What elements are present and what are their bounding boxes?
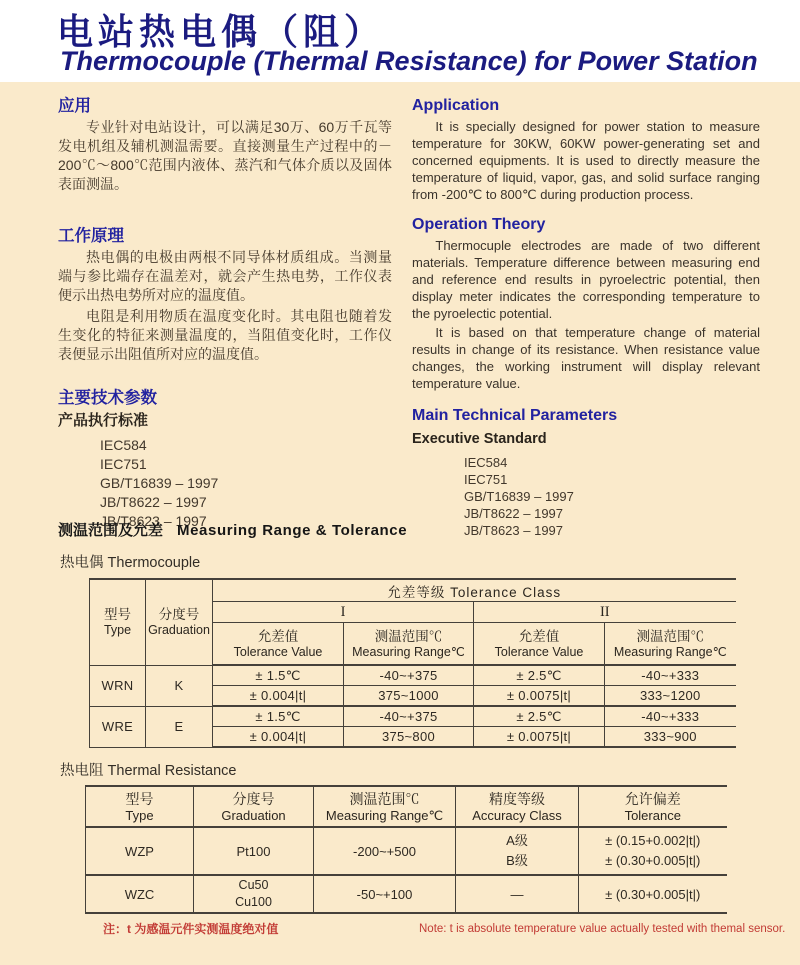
cell-value: 333~1200 [605, 686, 736, 707]
header-tolerance-value-1: 允差值 Tolerance Value [213, 623, 344, 666]
application-heading-en: Application [412, 97, 500, 114]
standard-item: GB/T16839 – 1997 [464, 489, 574, 504]
cell-accuracy: — [456, 875, 579, 913]
cell-value: 375~1000 [344, 686, 474, 707]
thermal-resistance-table-label: 热电阻 Thermal Resistance [60, 763, 237, 779]
cell-type: WZC [86, 875, 194, 913]
cell-value: ± 2.5℃ [474, 665, 605, 686]
header-measuring-range-1: 测温范围℃ Measuring Range℃ [344, 623, 474, 666]
page-title-english: Thermocouple (Thermal Resistance) for Power Station [60, 46, 758, 76]
cell-tolerance: ± (0.30+0.005|t|) [579, 875, 727, 913]
application-heading-cn: 应用 [58, 97, 91, 115]
cell-value: ± 0.004|t| [213, 727, 344, 748]
main-parameters-heading-cn: 主要技术参数 [58, 389, 157, 407]
header-measuring-range: 测温范围℃ Measuring Range℃ [314, 786, 456, 827]
cell-type: WRN [90, 665, 146, 706]
cell-value: ± 0.0075|t| [474, 686, 605, 707]
header-type: 型号 Type [86, 786, 194, 827]
application-body-en: It is specially designed for power station to measure temperature for 30KW, 60KW power-generating set and concerned equipments. It is used to directly measure the temperature of liquid, vapor, gas, and solid surface ranging from -200℃ to 800℃ during production process. [412, 119, 760, 202]
cell-graduation: Pt100 [194, 827, 314, 875]
cell-type: WZP [86, 827, 194, 875]
cell-type: WRE [90, 706, 146, 747]
executive-standard-heading-en: Executive Standard [412, 431, 547, 447]
thermal-resistance-table [85, 785, 727, 914]
header-accuracy-class: 精度等级 Accuracy Class [456, 786, 579, 827]
section-title-en: Measuring Range & Tolerance [177, 522, 408, 539]
measuring-section-title [58, 519, 407, 540]
cell-value: ± 1.5℃ [213, 706, 344, 727]
main-parameters-heading-en: Main Technical Parameters [412, 407, 618, 424]
cell-accuracy: A级 B级 [456, 827, 579, 875]
cell-value: -40~+333 [605, 706, 736, 727]
operation-theory-p1-en: Thermocuple electrodes are made of two different materials. Temperature difference between measuring end and reference end results in pyroelectric potential, then display meter indicates the corresponding temperature to the pyroelectic potential. [412, 238, 760, 321]
executive-standard-heading-cn: 产品执行标准 [58, 412, 149, 429]
standard-item: JB/T8623 – 1997 [100, 513, 207, 529]
standard-item: IEC584 [100, 437, 147, 453]
table-row [86, 827, 727, 875]
standard-item: IEC751 [100, 456, 147, 472]
standard-item: JB/T8622 – 1997 [464, 506, 564, 521]
header-class-1: I [213, 602, 474, 623]
standard-item: JB/T8623 – 1997 [464, 523, 564, 538]
thermocouple-table-label: 热电偶 Thermocouple [60, 555, 201, 571]
cell-value: 375~800 [344, 727, 474, 748]
page-title-chinese: 电站热电偶（阻） [57, 11, 386, 52]
operation-theory-p1-cn: 热电偶的电极由两根不同导体材质组成。当测量端与参比端存在温差对，就会产生热电势，工作仪表便示出热电势所对应的温度值。 [58, 249, 392, 303]
header-graduation: 分度号 Graduation [194, 786, 314, 827]
table-row [86, 875, 727, 913]
header-type: 型号 Type [90, 579, 146, 665]
header-tolerance-class: 允差等级 Tolerance Class [213, 579, 736, 602]
operation-theory-p2-cn: 电阻是利用物质在温度变化时。其电阻也随着发生变化的特征来测量温度的，当阻值变化时，工作仪表便显示出阻值所对应的温度值。 [58, 308, 392, 362]
standards-list-cn [58, 436, 392, 531]
english-column [412, 96, 760, 539]
cell-value: 333~900 [605, 727, 736, 748]
cell-range: -50~+100 [314, 875, 456, 913]
standards-list-en [412, 454, 760, 539]
standard-item: JB/T8622 – 1997 [100, 494, 207, 510]
operation-theory-heading-en: Operation Theory [412, 216, 546, 233]
cell-range: -200~+500 [314, 827, 456, 875]
cell-value: -40~+333 [605, 665, 736, 686]
header-tolerance: 允许偏差 Tolerance [579, 786, 727, 827]
operation-theory-heading-cn: 工作原理 [58, 227, 124, 245]
cell-graduation: K [146, 665, 213, 706]
standard-item: IEC584 [464, 455, 508, 470]
footnote-cn: 注：t 为感温元件实测温度绝对值 [103, 922, 279, 936]
cell-value: ± 0.0075|t| [474, 727, 605, 748]
table-row [90, 706, 736, 727]
standard-item: IEC751 [464, 472, 508, 487]
header-tolerance-value-2: 允差值 Tolerance Value [474, 623, 605, 666]
cell-value: ± 0.004|t| [213, 686, 344, 707]
thermocouple-table [89, 578, 736, 748]
application-body-cn: 专业针对电站设计，可以满足30万、60万千瓦等发电机组及辅机测温需要。直接测量生产过程中的－200℃～800℃范围内液体、蒸汽和气体介质以及固体表面测温。 [58, 119, 392, 192]
footnote-en: Note: t is absolute temperature value actually tested with themal sensor. [419, 923, 786, 935]
cell-graduation: Cu50 Cu100 [194, 875, 314, 913]
cell-graduation: E [146, 706, 213, 747]
header-graduation: 分度号 Graduation [146, 579, 213, 665]
operation-theory-p2-en: It is based on that temperature change of material results in change of its resistance. When resistance value changes, the working instrument will display relevant temperature value. [412, 325, 760, 391]
cell-tolerance: ± (0.15+0.002|t|) ± (0.30+0.005|t|) [579, 827, 727, 875]
table-row [90, 665, 736, 686]
section-title-cn: 测温范围及允差 [58, 522, 164, 539]
cell-value: ± 2.5℃ [474, 706, 605, 727]
standard-item: GB/T16839 – 1997 [100, 475, 219, 491]
header-class-2: II [474, 602, 736, 623]
header-measuring-range-2: 测温范围℃ Measuring Range℃ [605, 623, 736, 666]
chinese-column [58, 96, 392, 531]
cell-value: ± 1.5℃ [213, 665, 344, 686]
cell-value: -40~+375 [344, 706, 474, 727]
cell-value: -40~+375 [344, 665, 474, 686]
